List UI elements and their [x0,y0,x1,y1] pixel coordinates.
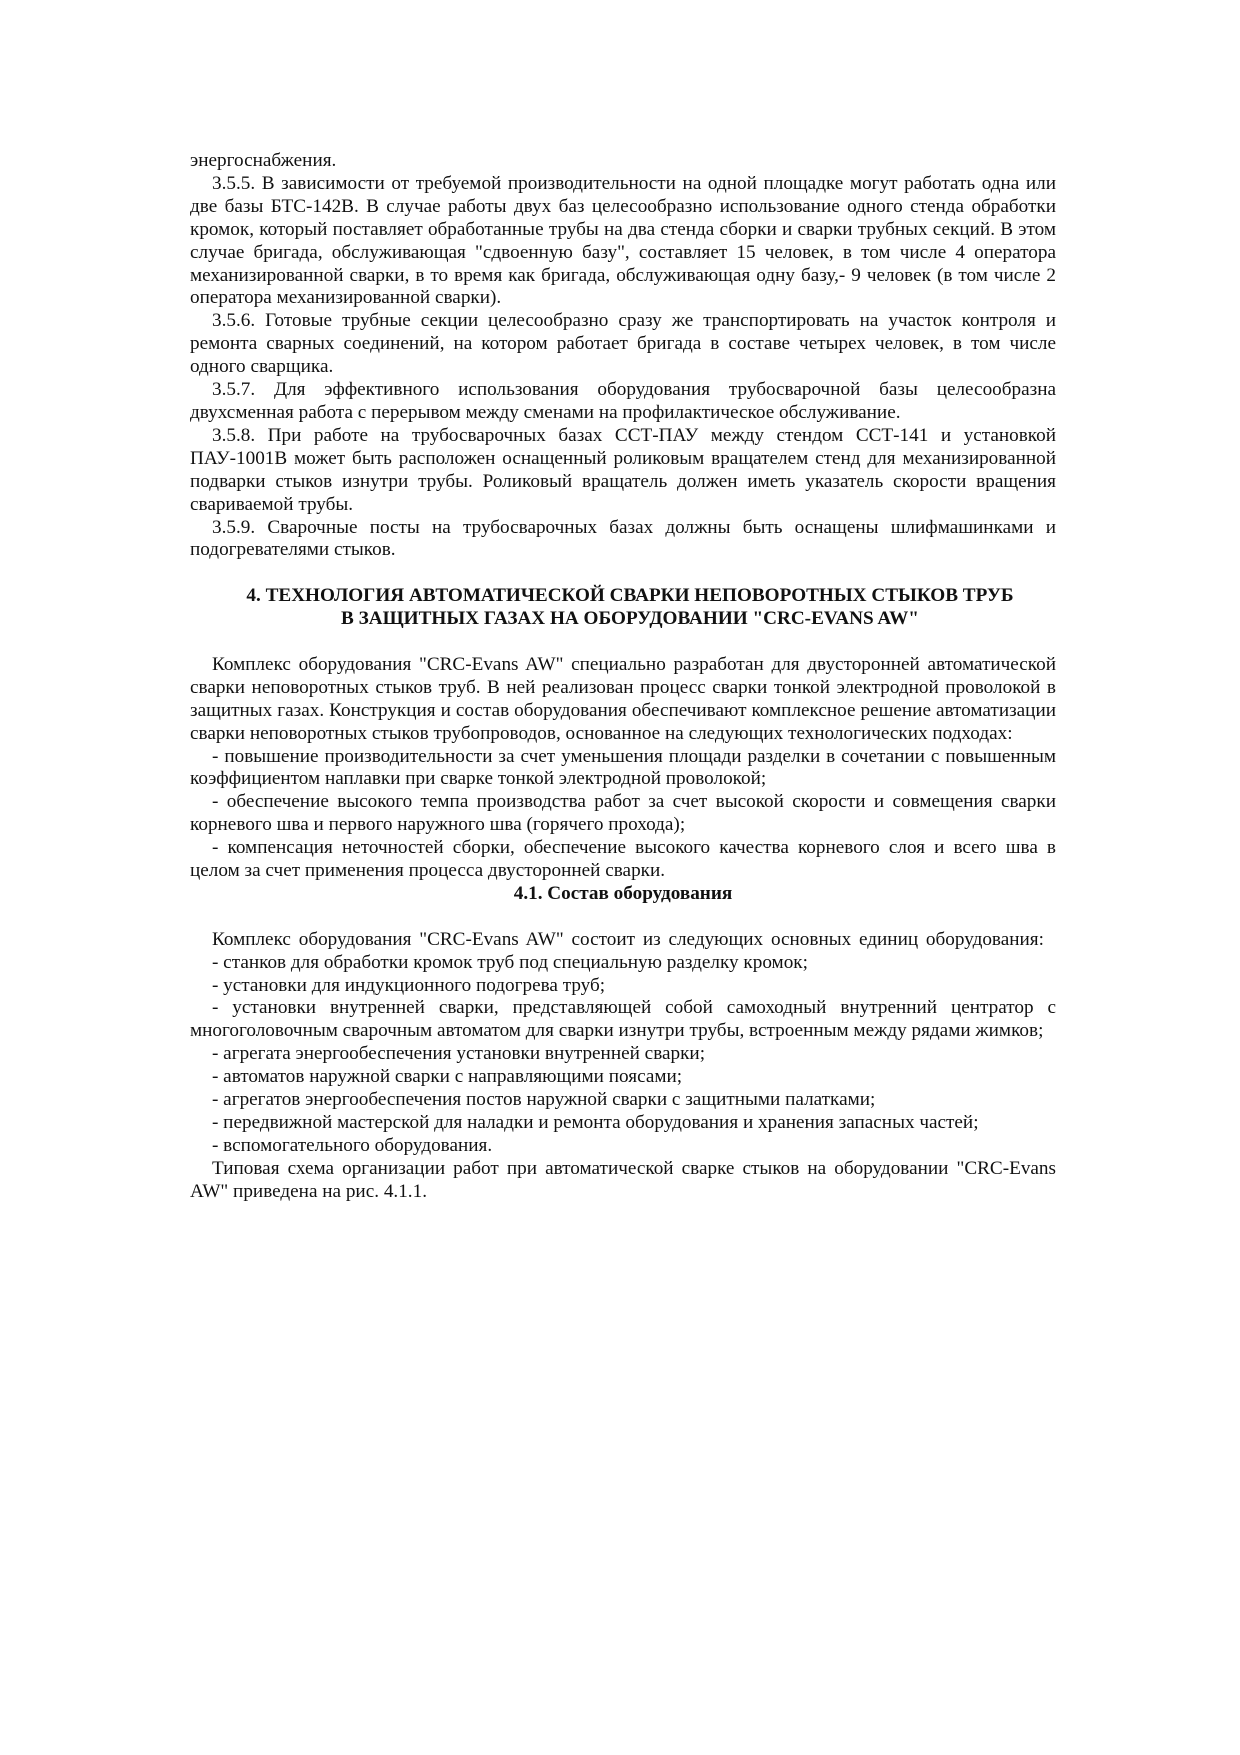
list-item: - передвижной мастерской для наладки и ремонта оборудования и хранения запасных частей; [212,1112,979,1134]
list-item: - агрегатов энергообеспечения постов наружной сварки с защитными палатками; [212,1089,876,1111]
list-item: - автоматов наружной сварки с направляющими поясами; [212,1066,683,1088]
list-item: - агрегата энергообеспечения установки внутренней сварки; [212,1043,706,1065]
paragraph-continuation: энергоснабжения. [190,150,337,171]
paragraph-figure-reference: Типовая схема организации работ при автоматической сварке стыков на оборудовании "CRC-Evans AW" приведена на рис. 4.1.1. [190,1157,1056,1202]
paragraph-3-5-5: 3.5.5. В зависимости от требуемой производительности на одной площадке могут работать одна или две базы БТС-142В. В случае работы двух баз целесообразно использование одного стенда обработки кромок, который поставляет обработанные трубы на два стенда сборки и сварки трубных секций. В этом случае бригада, обслуживающая "сдвоенную базу", составляет 15 человек, в том числе 4 оператора механизированной сварки, в то время как бригада, обслуживающая одну базу,- 9 человек (в том числе 2 оператора механизированной сварки). [190,172,1056,309]
paragraph-3-5-9: 3.5.9. Сварочные посты на трубосварочных базах должны быть оснащены шлифмашинками и подогревателями стыков. [190,516,1056,561]
list-item: - вспомогательного оборудования. [212,1134,493,1156]
list-item: - повышение производительности за счет уменьшения площади разделки в сочетании с повышенным коэффициентом наплавки при сварке тонкой электродной проволокой; [190,745,1056,790]
section-heading-line-1: 4. ТЕХНОЛОГИЯ АВТОМАТИЧЕСКОЙ СВАРКИ НЕПОВОРОТНЫХ СТЫКОВ ТРУБ [246,585,1014,607]
paragraph-3-5-7: 3.5.7. Для эффективного использования оборудования трубосварочной базы целесообразна двухсменная работа с перерывом между сменами на профилактическое обслуживание. [190,379,1056,423]
subsection-heading: 4.1. Состав оборудования [513,882,733,904]
spacer [190,906,1056,929]
paragraph-3-5-6: 3.5.6. Готовые трубные секции целесообразно сразу же транспортировать на участок контроля и ремонта сварных соединений, на котором работает бригада в составе четырех человек, в том числе одного сварщика. [190,310,1056,378]
document-page [190,150,1056,1204]
spacer [190,562,1056,585]
section-heading-line-2: В ЗАЩИТНЫХ ГАЗАХ НА ОБОРУДОВАНИИ "CRC-EVANS AW" [341,608,919,630]
paragraph-3-5-8: 3.5.8. При работе на трубосварочных базах ССТ-ПАУ между стендом ССТ-141 и установкой ПАУ-1001В может быть расположен оснащенный роликовым вращателем стенд для механизированной подварки стыков изнутри трубы. Роликовый вращатель должен иметь указатель скорости вращения свариваемой трубы. [190,424,1056,515]
list-item: - обеспечение высокого темпа производства работ за счет высокой скорости и совмещения сварки корневого шва и первого наружного шва (горячего прохода); [190,791,1056,836]
list-item: - станков для обработки кромок труб под специальную разделку кромок; [212,951,808,973]
list-item: - установки внутренней сварки, представляющей собой самоходный внутренний центратор с многоголовочным сварочным автоматом для сварки изнутри трубы, встроенным между рядами жимков; [190,997,1056,1042]
list-item: - компенсация неточностей сборки, обеспечение высокого качества корневого слоя и всего шва в целом за счет применения процесса двусторонней сварки. [190,837,1056,882]
paragraph-intro: Комплекс оборудования "CRC-Evans AW" специально разработан для двусторонней автоматической сварки неповоротных стыков труб. В ней реализован процесс сварки тонкой электродной проволокой в защитных газах. Конструкция и состав оборудования обеспечивают комплексное решение автоматизации сварки неповоротных стыков трубопроводов, основанное на следующих технологических подходах: [190,653,1056,744]
list-item: - установки для индукционного подогрева труб; [212,974,606,996]
spacer [190,631,1056,654]
paragraph-composition-intro: Комплекс оборудования "CRC-Evans AW" состоит из следующих основных единиц оборудования: [212,928,1044,950]
section-heading [190,585,1056,631]
